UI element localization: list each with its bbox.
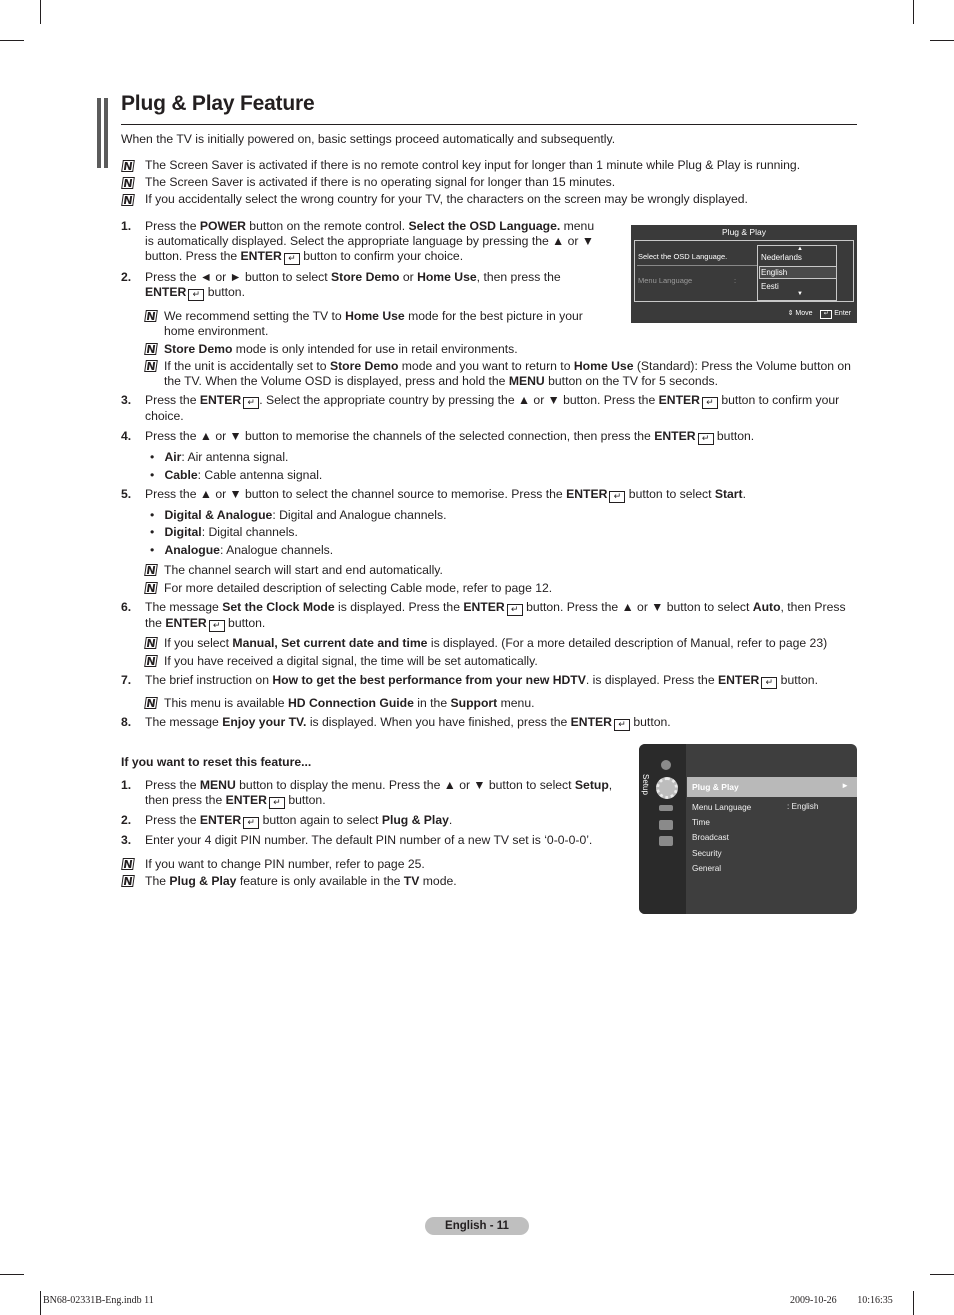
step-3-text: Press the ENTER ↵ . Select the appropriate country by pressing the ▲ or ▼ button. Press the ENTER ↵ button to confirm your choice.: [145, 393, 840, 423]
osd-language-option: Nederlands: [761, 253, 802, 262]
list-item: • Digital & Analogue: Digital and Analogue channels.: [150, 508, 447, 522]
osd-colon: :: [734, 276, 737, 285]
top-note: The Screen Saver is activated if there is no operating signal for longer than 15 minutes.: [145, 175, 616, 189]
reset-note: If you want to change PIN number, refer to page 25.: [145, 857, 425, 871]
note-icon: N: [145, 343, 157, 356]
osd-footer: ⇕ Move ↵ Enter: [787, 310, 851, 317]
osd-language-option: English: [761, 268, 788, 277]
crop-mark: [913, 0, 914, 24]
osd-menu-highlight: Plug & Play ►: [687, 777, 857, 797]
reset-step-2-text: Press the ENTER ↵ button again to select Plug & Play.: [145, 813, 453, 828]
enter-icon: ↵: [507, 604, 523, 616]
enter-icon: ↵: [188, 289, 204, 301]
step-8-text: The message Enjoy your TV. is displayed. When you have finished, press the ENTER ↵ button.: [145, 715, 671, 730]
note-icon: N: [145, 582, 157, 595]
step-6-text: The message Set the Clock Mode is displayed. Press the ENTER ↵ button. Press the ▲ or ▼ button to select Auto, then Press the ENTER ↵ button.: [145, 600, 846, 631]
enter-icon: ↵: [609, 491, 625, 503]
enter-icon: ↵: [702, 397, 718, 409]
step-number: 1.: [121, 778, 132, 792]
reset-step-3-text: Enter your 4 digit PIN number. The default PIN number of a new TV set is ‘0-0-0-0’.: [145, 833, 593, 847]
crop-mark: [0, 1274, 24, 1275]
enter-icon: ↵: [269, 797, 285, 809]
page-title: Plug & Play Feature: [121, 92, 315, 115]
step-6-note: If you select Manual, Set current date and time is displayed. (For a more detailed description of Manual, refer to page 23): [164, 636, 828, 650]
application-icon: [659, 820, 673, 830]
move-icon: ⇕: [787, 310, 794, 317]
osd-setup-menu-screen: [639, 744, 857, 914]
osd-menu-language-label: Menu Language: [638, 276, 693, 285]
step-7-note: This menu is available HD Connection Guide in the Support menu.: [164, 696, 535, 710]
step-number: 2.: [121, 813, 132, 827]
osd-prompt: Select the OSD Language.: [638, 252, 728, 261]
step-1-text: Press the POWER button on the remote control. Select the OSD Language. menu is automatically displayed. Select the appropriate language by pressing the ▲ or ▼ button. Press the ENTER ↵ button to confirm your choice.: [145, 219, 595, 265]
enter-icon: ↵: [614, 719, 630, 731]
note-icon: N: [122, 177, 134, 190]
title-bar: [104, 98, 108, 168]
enter-icon: ↵: [284, 253, 300, 265]
note-icon: N: [145, 360, 157, 373]
osd-plug-and-play-screen: [631, 225, 857, 323]
list-item: • Analogue: Analogue channels.: [150, 543, 334, 557]
footer-timestamp: 2009-10-26    10:16:35: [790, 1295, 893, 1306]
step-number: 8.: [121, 715, 132, 729]
list-item: • Digital: Digital channels.: [150, 525, 298, 539]
title-bar: [97, 98, 101, 168]
osd-menu-item: Time: [692, 818, 710, 827]
step-number: 2.: [121, 270, 132, 284]
osd-menu-item: Menu Language: [692, 803, 752, 812]
crop-mark: [913, 1291, 914, 1315]
step-number: 6.: [121, 600, 132, 614]
osd-menu-item: Security: [692, 849, 722, 858]
step-number: 3.: [121, 393, 132, 407]
osd-menu-item: Broadcast: [692, 833, 729, 842]
osd-menu-item: General: [692, 864, 722, 873]
intro-text: When the TV is initially powered on, basic settings proceed automatically and subsequently.: [121, 132, 616, 146]
enter-icon: ↵: [698, 433, 714, 445]
note-icon: N: [145, 655, 157, 668]
support-icon: [659, 836, 673, 846]
step-7-text: The brief instruction on How to get the best performance from your new HDTV. is displayed. Press the ENTER ↵ button.: [145, 673, 818, 688]
note-icon: N: [122, 875, 134, 888]
input-icon: [659, 805, 673, 811]
reset-note: The Plug & Play feature is only available in the TV mode.: [145, 874, 457, 888]
footer-file: BN68-02331B-Eng.indb 11: [43, 1295, 154, 1306]
step-number: 4.: [121, 429, 132, 443]
up-arrow-icon: ▲: [797, 246, 803, 252]
note-icon: N: [122, 858, 134, 871]
step-4-text: Press the ▲ or ▼ button to memorise the channels of the selected connection, then press the ENTER ↵ button.: [145, 429, 755, 444]
step-number: 3.: [121, 833, 132, 847]
step-number: 1.: [121, 219, 132, 233]
step-2-note: We recommend setting the TV to Home Use mode for the best picture in your home environment.: [164, 309, 583, 339]
page-number-badge: English - 11: [425, 1217, 529, 1235]
osd-menu-value: : English: [787, 802, 819, 811]
crop-mark: [0, 40, 24, 41]
crop-mark: [40, 0, 41, 24]
osd-divider: [637, 265, 757, 266]
reset-heading: If you want to reset this feature...: [121, 755, 312, 769]
enter-icon: ↵: [761, 677, 777, 689]
crop-mark: [930, 1274, 954, 1275]
step-number: 5.: [121, 487, 132, 501]
enter-icon: ↵: [243, 817, 259, 829]
note-icon: N: [122, 160, 134, 173]
step-2-text: Press the ◄ or ► button to select Store Demo or Home Use, then press the ENTER ↵ button.: [145, 270, 561, 301]
osd-title: Plug & Play: [722, 227, 766, 237]
step-5-text: Press the ▲ or ▼ button to select the channel source to memorise. Press the ENTER ↵ button to select Start.: [145, 487, 747, 502]
enter-icon: ↵: [243, 397, 259, 409]
enter-icon: ↵: [820, 310, 832, 319]
step-5-note: The channel search will start and end automatically.: [164, 563, 443, 577]
picture-icon: [661, 760, 671, 770]
list-item: • Cable: Cable antenna signal.: [150, 468, 323, 482]
osd-language-option: Eesti: [761, 282, 779, 291]
right-arrow-icon: ►: [841, 781, 849, 790]
osd-side-label: Setup: [641, 774, 650, 795]
step-6-note: If you have received a digital signal, the time will be set automatically.: [164, 654, 538, 668]
crop-mark: [40, 1291, 41, 1315]
note-icon: N: [122, 194, 134, 207]
list-item: • Air: Air antenna signal.: [150, 450, 289, 464]
reset-step-1-text: Press the MENU button to display the menu. Press the ▲ or ▼ button to select Setup, then press the ENTER ↵ button.: [145, 778, 613, 809]
down-arrow-icon: ▼: [797, 291, 803, 297]
note-icon: N: [145, 564, 157, 577]
crop-mark: [930, 40, 954, 41]
top-note: The Screen Saver is activated if there is no remote control key input for longer than 1 minute while Plug & Play is running.: [145, 158, 801, 172]
gear-icon: [656, 777, 678, 799]
step-2-note: Store Demo mode is only intended for use in retail environments.: [164, 342, 518, 356]
note-icon: N: [145, 310, 157, 323]
title-rule: [121, 124, 857, 125]
top-note: If you accidentally select the wrong country for your TV, the characters on the screen may be wrongly displayed.: [145, 192, 748, 206]
step-2-note: If the unit is accidentally set to Store Demo mode and you want to return to Home Use (Standard): Press the Volume button on the TV. When the Volume OSD is displayed, press and hold the MENU button on the TV for 5 seconds.: [164, 359, 851, 389]
enter-icon: ↵: [209, 620, 225, 632]
step-5-note: For more detailed description of selecting Cable mode, refer to page 12.: [164, 581, 553, 595]
note-icon: N: [145, 697, 157, 710]
note-icon: N: [145, 637, 157, 650]
step-number: 7.: [121, 673, 132, 687]
